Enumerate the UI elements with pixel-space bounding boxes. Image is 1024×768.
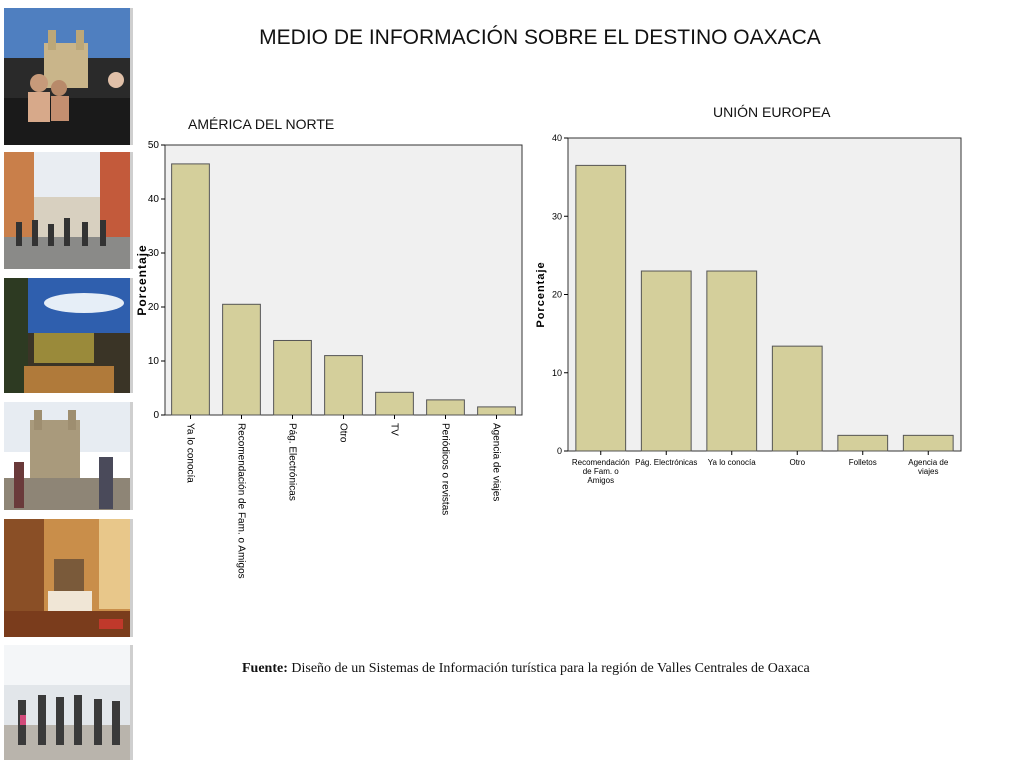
photo-santo-domingo [4,402,133,510]
photo-strip [0,0,135,768]
chart-north-america [130,135,530,625]
eu-ytick-label: 0 [556,446,562,456]
na-bar [427,400,465,415]
eu-category-label: Otro [789,458,806,467]
source-label: Fuente: [242,661,288,676]
eu-plot-area [568,138,961,451]
eu-category-label: Agencia de viajes [908,458,949,476]
na-bar [325,356,363,415]
chart-title-european-union: UNIÓN EUROPEA [713,104,831,120]
photo-hotel-terrace [4,278,133,393]
photo-cathedral-couple [4,8,133,145]
chart-european-union [530,130,970,500]
eu-bar [641,271,691,451]
na-category-label: Pág. Electrónicas [286,423,298,501]
photo-market-people [4,645,133,760]
na-category-label: TV [388,423,400,436]
na-bar [376,392,414,415]
eu-category-label: Ya lo conocía [707,458,756,467]
eu-bar [772,346,822,451]
na-category-label: Periódicos o revistas [439,423,451,516]
na-bar [274,340,312,415]
chart-title-north-america: AMÉRICA DEL NORTE [188,116,335,132]
eu-bar [903,435,953,451]
eu-bar [838,435,888,451]
na-bar [478,407,516,415]
na-ytick-label: 50 [147,140,159,151]
photo-street-crowd [4,152,133,269]
na-ytick-label: 30 [147,248,159,259]
eu-bar [576,165,626,451]
eu-category-label: Folletos [848,458,877,467]
eu-ytick-label: 20 [551,289,562,300]
eu-ytick-label: 30 [551,211,562,222]
na-ytick-label: 40 [147,194,159,205]
na-bar [223,304,261,415]
page-title: MEDIO DE INFORMACIÓN SOBRE EL DESTINO OAXACA [259,26,821,49]
na-category-label: Recomendación de Fam. o Amigos [235,423,247,579]
na-category-label: Otro [337,423,349,443]
source-note [242,661,810,677]
na-ytick-label: 0 [153,410,159,421]
eu-ytick-label: 10 [551,367,562,378]
eu-ylabel: Porcentaje [535,261,547,328]
photo-hotel-room [4,519,133,637]
eu-category-label: Recomendación de Fam. o Amigos [571,458,630,485]
eu-ytick-label: 40 [551,133,562,143]
na-category-label: Agencia de viajes [490,423,502,502]
eu-bar [707,271,757,451]
na-ylabel: Porcentaje [135,244,149,316]
na-ytick-label: 10 [147,356,159,367]
na-bar [172,164,210,415]
source-text: Diseño de un Sistemas de Información turística para la región de Valles Centrales de Oaxaca [291,661,810,676]
na-category-label: Ya lo conocía [184,423,196,483]
eu-category-label: Pág. Electrónicas [635,458,698,467]
na-ytick-label: 20 [147,302,159,313]
